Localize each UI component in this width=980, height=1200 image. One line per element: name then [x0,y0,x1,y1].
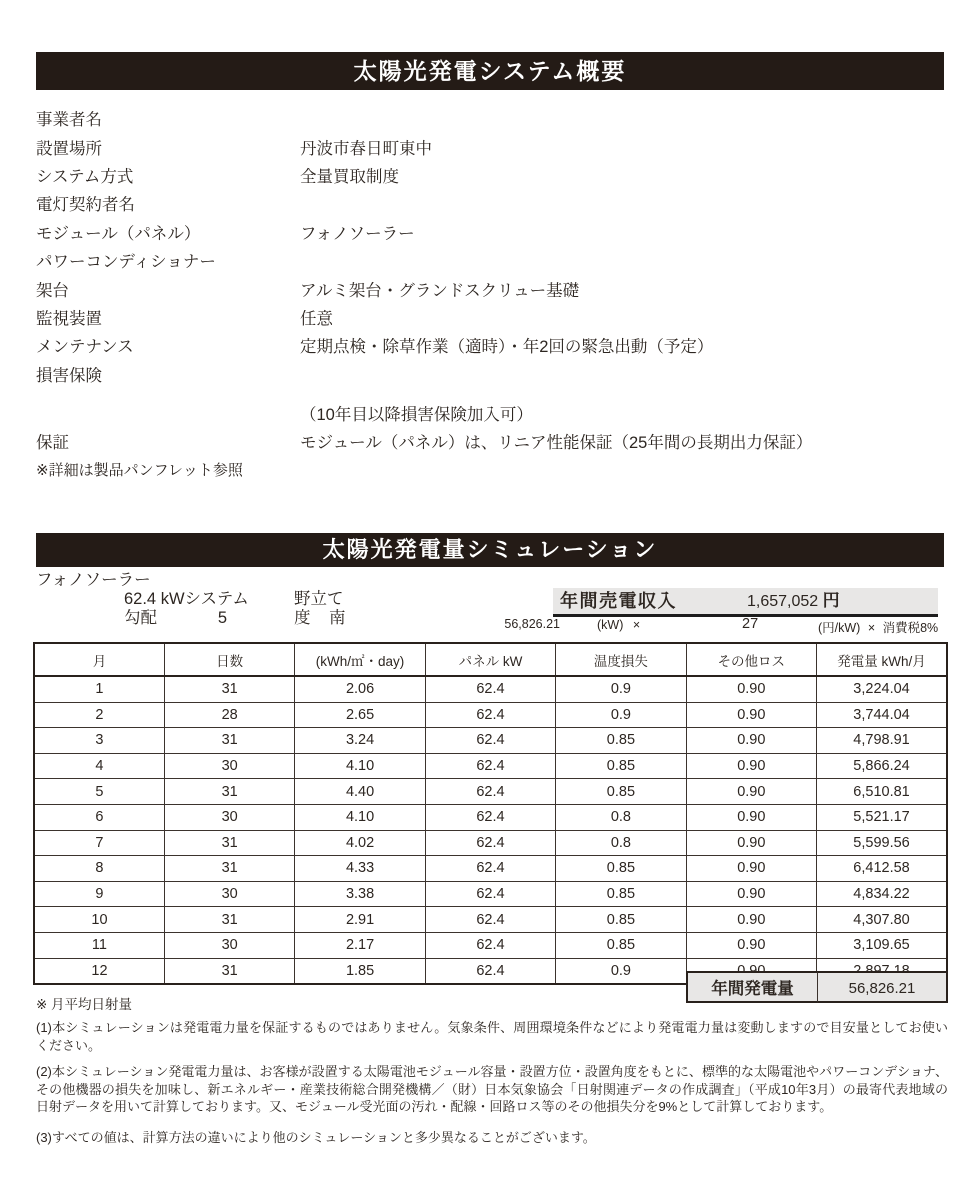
overview-row-value: 定期点検・除草作業（適時）・年2回の緊急出動（予定） [300,338,714,357]
install-type: 野立て [294,590,344,608]
table-cell: 30 [164,753,294,779]
module-maker: フォノソーラー [36,571,151,589]
table-cell: 3.24 [295,728,425,754]
column-header: 日数 [164,643,294,676]
simulation-table-body [34,676,947,984]
radiation-footnote: ※ 月平均日射量 [36,997,133,1012]
price-formula-label: (円/kW) × 消費税8% [818,621,939,635]
overview-section-header: 太陽光発電システム概要 [36,52,944,90]
table-cell: 6,510.81 [817,779,947,805]
overview-row [36,331,944,359]
annual-total-row [686,971,948,1003]
table-cell: 3,744.04 [817,702,947,728]
overview-row-value: アルミ架台・グランドスクリュー基礎 [300,281,580,300]
table-cell: 12 [34,958,164,984]
table-cell: 4,307.80 [817,907,947,933]
table-cell: 62.4 [425,676,555,702]
table-cell: 62.4 [425,728,555,754]
table-row [34,907,947,933]
table-cell: 0.8 [556,830,686,856]
table-cell: 31 [164,907,294,933]
table-cell: 3,109.65 [817,932,947,958]
table-cell: 10 [34,907,164,933]
table-cell: 4.02 [295,830,425,856]
annual-kwh-figure: 56,826.21 [504,617,560,631]
table-cell: 2.65 [295,702,425,728]
table-cell: 0.90 [686,804,816,830]
table-cell: 3.38 [295,881,425,907]
column-header: 発電量 kWh/月 [817,643,947,676]
table-cell: 30 [164,881,294,907]
table-cell: 0.9 [556,676,686,702]
overview-row [36,104,944,132]
table-cell: 62.4 [425,881,555,907]
table-cell: 0.85 [556,932,686,958]
table-cell: 62.4 [425,779,555,805]
table-cell: 5,866.24 [817,753,947,779]
table-cell: 3 [34,728,164,754]
table-cell: 0.85 [556,856,686,882]
table-cell: 0.9 [556,958,686,984]
annual-revenue-label: 年間売電収入 [560,591,677,611]
overview-row-value: モジュール（パネル）は、リニア性能保証（25年間の長期出力保証） [300,434,813,453]
kw-multiplier-label: (kW) × [597,618,641,632]
overview-row-label: 監視装置 [36,309,102,328]
table-cell: 31 [164,958,294,984]
column-header: (kWh/㎡・day) [295,643,425,676]
simulation-section-header: 太陽光発電量シミュレーション [36,533,944,567]
table-cell: 2.91 [295,907,425,933]
simulation-table-head-row [34,643,947,676]
table-cell: 0.90 [686,728,816,754]
overview-row-value: （10年目以降損害保険加入可） [300,406,533,425]
table-cell: 31 [164,676,294,702]
overview-list [36,104,944,484]
table-cell: 0.90 [686,779,816,805]
yen-unit: 円 [822,591,840,610]
table-cell: 0.85 [556,728,686,754]
table-cell: 4.10 [295,753,425,779]
table-cell: 2.17 [295,932,425,958]
table-cell: 28 [164,702,294,728]
table-cell: 62.4 [425,753,555,779]
table-cell: 31 [164,856,294,882]
overview-row-label: 電灯契約者名 [36,196,135,215]
table-cell: 0.90 [686,932,816,958]
table-cell: 5 [34,779,164,805]
table-cell: 31 [164,830,294,856]
table-cell: 31 [164,728,294,754]
table-row [34,804,947,830]
table-cell: 30 [164,932,294,958]
table-cell: 6,412.58 [817,856,947,882]
slope-label: 勾配 [124,609,157,627]
overview-row-value: フォノソーラー [300,224,415,243]
unit-price-value: 27 [742,616,759,632]
panel-direction: 南 [329,609,346,627]
table-cell: 30 [164,804,294,830]
overview-row [36,132,944,160]
table-cell: 2.06 [295,676,425,702]
column-header: パネル kW [425,643,555,676]
annual-total-label: 年間発電量 [686,971,817,1003]
overview-row-value: 全量買取制度 [300,167,399,186]
overview-row-label: モジュール（パネル） [36,224,201,243]
table-row [34,702,947,728]
overview-row-label: パワーコンディショナー [36,253,216,272]
table-cell: 0.90 [686,702,816,728]
table-cell: 4,834.22 [817,881,947,907]
table-cell: 3,224.04 [817,676,947,702]
system-size: 62.4 kWシステム [124,590,249,608]
table-cell: 62.4 [425,958,555,984]
table-cell: 6 [34,804,164,830]
table-row [34,881,947,907]
table-cell: 62.4 [425,932,555,958]
overview-row [36,399,944,427]
overview-footnote: ※詳細は製品パンフレット参照 [36,462,243,480]
annual-total-value: 56,826.21 [817,971,948,1003]
table-row [34,728,947,754]
table-cell: 8 [34,856,164,882]
table-cell: 0.9 [556,702,686,728]
disclaimer-note: (3)すべての値は、計算方法の違いにより他のシミュレーションと多少異なることがございます。 [36,1129,596,1145]
table-cell: 31 [164,779,294,805]
overview-row-label: 保証 [36,434,69,453]
table-cell: 5,521.17 [817,804,947,830]
column-header: 月 [34,643,164,676]
overview-row-label: 架台 [36,281,69,300]
table-cell: 0.85 [556,907,686,933]
column-header: 温度損失 [556,643,686,676]
overview-row-value: 丹波市春日町東中 [300,139,432,158]
table-cell: 4 [34,753,164,779]
table-cell: 2 [34,702,164,728]
table-row [34,753,947,779]
overview-row [36,246,944,274]
overview-row [36,303,944,331]
table-row [34,676,947,702]
table-cell: 0.90 [686,830,816,856]
overview-row [36,161,944,189]
monthly-generation-table [33,642,948,985]
table-cell: 4.10 [295,804,425,830]
annual-revenue-value: 1,657,052 円 [747,591,840,610]
table-cell: 0.85 [556,881,686,907]
slope-unit: 度 [294,609,311,627]
overview-row-label: 損害保険 [36,366,102,385]
slope-value: 5 [217,609,228,627]
table-row [34,830,947,856]
table-cell: 62.4 [425,907,555,933]
overview-row-label: 設置場所 [36,139,102,158]
disclaimer-note: (1)本シミュレーションは発電電力量を保証するものではありません。気象条件、周囲環境条件などにより発電電力量は変動しますので目安量としてお使いください。 [36,1020,948,1053]
overview-rows [36,104,944,456]
table-cell: 9 [34,881,164,907]
table-cell: 0.90 [686,856,816,882]
column-header: その他ロス [686,643,816,676]
table-cell: 1.85 [295,958,425,984]
table-cell: 0.90 [686,753,816,779]
overview-row-value: 任意 [300,309,333,328]
table-cell: 0.85 [556,753,686,779]
annual-revenue-strip [553,588,938,617]
overview-row-label: メンテナンス [36,338,134,357]
disclaimer-notes [36,1019,948,1146]
table-cell: 4.33 [295,856,425,882]
table-cell: 0.90 [686,676,816,702]
table-cell: 4,798.91 [817,728,947,754]
table-cell: 5,599.56 [817,830,947,856]
table-cell: 0.8 [556,804,686,830]
overview-row [36,274,944,302]
table-row [34,932,947,958]
overview-row [36,427,944,455]
table-cell: 62.4 [425,830,555,856]
overview-row-label: 事業者名 [36,111,102,130]
table-cell: 62.4 [425,804,555,830]
table-cell: 11 [34,932,164,958]
table-cell: 0.90 [686,881,816,907]
table-cell: 0.90 [686,907,816,933]
overview-row-label: システム方式 [36,167,134,186]
table-cell: 0.85 [556,779,686,805]
table-row [34,779,947,805]
overview-row [36,189,944,217]
table-cell: 62.4 [425,702,555,728]
table-row [34,856,947,882]
table-cell: 7 [34,830,164,856]
overview-row [36,360,944,388]
table-cell: 62.4 [425,856,555,882]
overview-row [36,218,944,246]
disclaimer-note: (2)本シミュレーション発電電力量は、お客様が設置する太陽電池モジュール容量・設置方位・設置角度をもとに、標準的な太陽電池やパワーコンデショナ、その他機器の損失を加味し、新エネルギー・産業技術総合開発機構／（財）日本気象協会「日射関連データの作成調査」（平成10年3月）の最寄代表地域の日射データを用いて計算しております。又、モジュール受光面の汚れ・配線・回路ロス等のその他損失分を9%として計算しております。 [36,1064,948,1114]
table-cell: 1 [34,676,164,702]
table-cell: 4.40 [295,779,425,805]
